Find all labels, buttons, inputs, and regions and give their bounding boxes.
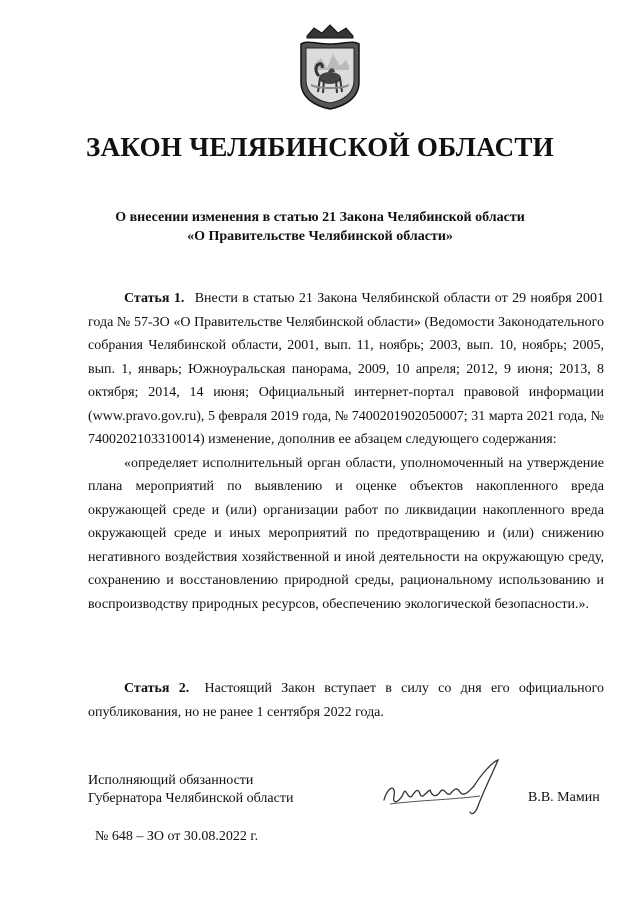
subtitle-line-2: «О Правительстве Челябинской области» bbox=[187, 229, 453, 244]
document-title: ЗАКОН ЧЕЛЯБИНСКОЙ ОБЛАСТИ bbox=[86, 132, 554, 162]
article-1-quote: «определяет исполнительный орган области, уполномоченный на утверждение плана мероприятий по выявлению и оценке объектов накопленного вреда окружающей среде и (или) организации работ по ликвидации накопленного вреда окружающей среде и иных мероприятий по предотвращению и (или) снижению негативного воздействия хозяйственной и иной деятельности на окружающую среду, сохранению и восстановлению природной среды, рациональному использованию и воспроизводству природных ресурсов, обеспечению экологической безопасности.». bbox=[88, 455, 604, 612]
article-2 bbox=[88, 677, 604, 724]
article-2-paragraph bbox=[88, 677, 604, 724]
law-number-date: № 648 – ЗО от 30.08.2022 г. bbox=[95, 829, 259, 844]
signatory-name: В.В. Мамин bbox=[528, 790, 600, 805]
article-2-label: Статья 2. bbox=[124, 681, 190, 696]
article-1 bbox=[88, 287, 604, 616]
signatory-position bbox=[88, 772, 293, 808]
signatory-position-line-1: Исполняющий обязанности bbox=[88, 773, 254, 788]
signatory-position-line-2: Губернатора Челябинской области bbox=[88, 791, 294, 806]
coat-of-arms-emblem-icon bbox=[297, 22, 363, 110]
article-2-text: Настоящий Закон вступает в силу со дня его официального опубликования, но не ранее 1 сентября 2022 года. bbox=[88, 681, 604, 720]
handwritten-signature bbox=[380, 756, 510, 818]
subtitle-line-1: О внесении изменения в статью 21 Закона Челябинской области bbox=[115, 210, 525, 225]
document-subtitle bbox=[40, 208, 600, 246]
article-1-label: Статья 1. bbox=[124, 291, 185, 306]
article-1-text: Внести в статью 21 Закона Челябинской области от 29 ноября 2001 года № 57-ЗО «О Правительстве Челябинской области» (Ведомости Законодательного собрания Челябинской области, 2001, вып. 11, ноябрь; 2003, вып. 10, ноябрь; 2005, вып. 1, январь; Южноуральская панорама, 2009, 10 апреля; 2012, 9 июня; 2013, 8 октября; 2014, 14 июня; Официальный интернет-портал правовой информации (www.pravo.gov.ru), 5 февраля 2019 года, № 7400201902050007; 31 марта 2021 года, № 7400202103310014) изменение, дополнив ее абзацем следующего содержания: bbox=[88, 291, 604, 447]
article-1-paragraph bbox=[88, 287, 604, 452]
